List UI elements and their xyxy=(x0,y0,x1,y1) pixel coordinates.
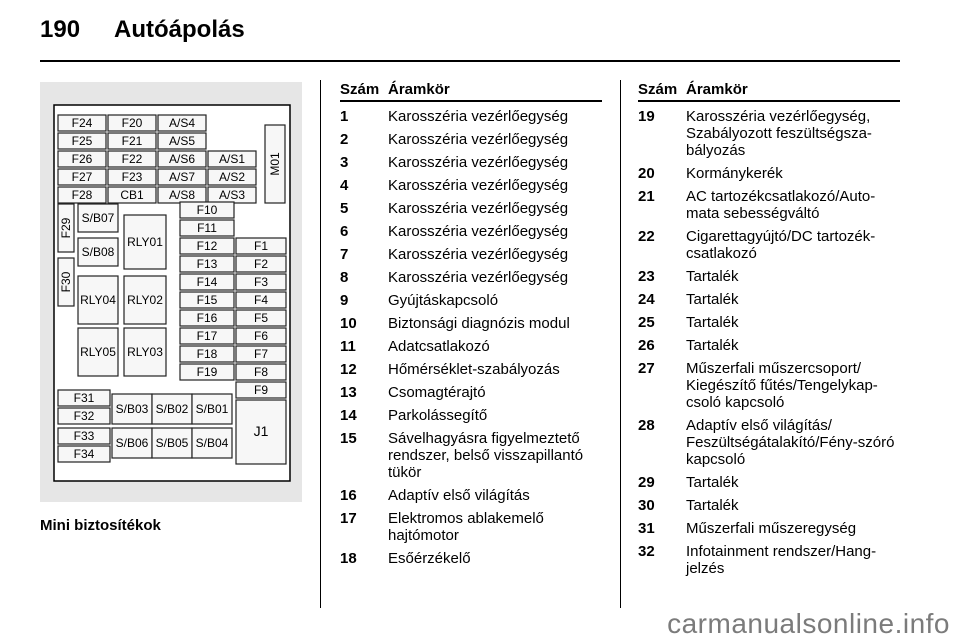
watermark-link[interactable]: carmanualsonline.info xyxy=(667,608,950,639)
table-row xyxy=(638,497,900,514)
table-row xyxy=(340,407,602,424)
circuit-description: Cigarettagyújtó/DC tartozék-csatlakozó xyxy=(686,228,876,262)
fuse-number: 26 xyxy=(638,337,655,354)
table-row xyxy=(340,200,602,217)
fuse-label-rly04: RLY04 xyxy=(80,293,116,307)
fuse-number: 3 xyxy=(340,154,349,171)
table-row xyxy=(638,165,900,182)
circuit-description: Műszerfali műszeregység xyxy=(686,520,857,537)
circuit-description: Műszerfali műszercsoport/ Kiegészítő fűtés/Tengelykap-csoló kapcsoló xyxy=(686,360,878,411)
table-row xyxy=(340,315,602,332)
circuit-description: Karosszéria vezérlőegység xyxy=(388,131,569,148)
column-divider-1 xyxy=(320,80,321,608)
fuse-label-rly03: RLY03 xyxy=(127,345,163,359)
fuse-box-svg xyxy=(40,82,302,502)
header-circuit: Áramkör xyxy=(388,81,450,98)
fuse-number: 18 xyxy=(340,550,357,567)
fuse-label-f27: F27 xyxy=(71,170,93,184)
table-row xyxy=(340,338,602,355)
fuse-number: 23 xyxy=(638,268,655,285)
fuse-number: 2 xyxy=(340,131,349,148)
fuse-number: 30 xyxy=(638,497,655,514)
fuse-label-as7: A/S7 xyxy=(168,170,196,184)
table-row xyxy=(638,108,900,159)
fuse-number: 9 xyxy=(340,292,349,309)
fuse-number: 5 xyxy=(340,200,349,217)
fuse-label-j1: J1 xyxy=(253,423,269,439)
fuse-number: 24 xyxy=(638,291,655,308)
circuit-description: Tartalék xyxy=(686,314,739,331)
fuse-label-f23: F23 xyxy=(121,170,143,184)
fuse-number: 6 xyxy=(340,223,349,240)
circuit-description: Sávelhagyásra figyelmeztető rendszer, belső visszapillantó tükör xyxy=(388,430,584,481)
fuse-number: 4 xyxy=(340,177,349,194)
fuse-label-f5: F5 xyxy=(253,311,269,325)
fuse-label-as8: A/S8 xyxy=(168,188,196,202)
circuit-description: Karosszéria vezérlőegység xyxy=(388,269,569,286)
table-row xyxy=(340,108,602,125)
fuse-label-f29: F29 xyxy=(59,217,73,239)
page-number: 190 xyxy=(40,16,81,43)
circuit-description: Adatcsatlakozó xyxy=(388,338,490,355)
table-row xyxy=(340,223,602,240)
fuse-number: 12 xyxy=(340,361,357,378)
fuse-label-f28: F28 xyxy=(71,188,93,202)
fuse-label-f2: F2 xyxy=(253,257,269,271)
circuit-description: Parkolássegítő xyxy=(388,407,488,424)
fuse-label-f19: F19 xyxy=(196,365,218,379)
table-header xyxy=(638,80,900,102)
fuse-label-as1: A/S1 xyxy=(218,152,246,166)
fuse-label-sb03: S/B03 xyxy=(115,402,149,416)
fuse-label-f10: F10 xyxy=(196,203,218,217)
circuit-description: Biztonsági diagnózis modul xyxy=(388,315,570,332)
fuse-label-as6: A/S6 xyxy=(168,152,196,166)
circuit-description: Karosszéria vezérlőegység xyxy=(388,108,569,125)
table-row xyxy=(638,417,900,468)
fuse-label-f30: F30 xyxy=(59,271,73,293)
fuse-table-2 xyxy=(638,80,900,577)
table-row xyxy=(638,228,900,262)
circuit-description: Csomagtérajtó xyxy=(388,384,486,401)
fuse-label-f31: F31 xyxy=(73,391,95,405)
fuse-number: 10 xyxy=(340,315,357,332)
circuit-description: Infotainment rendszer/Hang-jelzés xyxy=(686,543,877,577)
table-row xyxy=(340,361,602,378)
fuse-number: 31 xyxy=(638,520,655,537)
fuse-label-rly01: RLY01 xyxy=(127,235,163,249)
circuit-description: Tartalék xyxy=(686,497,739,514)
fuse-label-f1: F1 xyxy=(253,239,269,253)
header-number: Szám xyxy=(638,81,678,98)
circuit-description: Tartalék xyxy=(686,291,739,308)
table-row xyxy=(638,268,900,285)
circuit-description: Karosszéria vezérlőegység xyxy=(388,154,569,171)
fuse-label-f14: F14 xyxy=(196,275,218,289)
circuit-description: Kormánykerék xyxy=(686,165,783,182)
fuse-number: 14 xyxy=(340,407,357,424)
fuse-label-f26: F26 xyxy=(71,152,93,166)
circuit-description: Karosszéria vezérlőegység xyxy=(388,200,569,217)
fuse-number: 7 xyxy=(340,246,349,263)
table-row xyxy=(340,510,602,544)
table-row xyxy=(340,246,602,263)
fuse-label-sb07: S/B07 xyxy=(81,211,115,225)
circuit-description: Karosszéria vezérlőegység xyxy=(388,177,569,194)
circuit-description: Hőmérséklet-szabályozás xyxy=(388,361,560,378)
fuse-label-sb06: S/B06 xyxy=(115,436,149,450)
circuit-description: AC tartozékcsatlakozó/Auto-mata sebességváltó xyxy=(686,188,876,222)
fuse-number: 21 xyxy=(638,188,655,205)
fuse-number: 28 xyxy=(638,417,655,434)
fuse-label-f4: F4 xyxy=(253,293,269,307)
fuse-label-as3: A/S3 xyxy=(218,188,246,202)
fuse-label-m01: M01 xyxy=(268,152,282,176)
fuse-label-f21: F21 xyxy=(121,134,143,148)
fuse-label-sb02: S/B02 xyxy=(155,402,189,416)
figure-caption: Mini biztosítékok xyxy=(40,517,161,534)
fuse-label-as5: A/S5 xyxy=(168,134,196,148)
header-rule xyxy=(40,60,900,62)
fuse-label-sb05: S/B05 xyxy=(155,436,189,450)
fuse-label-sb01: S/B01 xyxy=(195,402,229,416)
fuse-label-sb08: S/B08 xyxy=(81,245,115,259)
fuse-number: 8 xyxy=(340,269,349,286)
circuit-description: Esőérzékelő xyxy=(388,550,471,567)
fuse-label-f18: F18 xyxy=(196,347,218,361)
table-row xyxy=(638,360,900,411)
fuse-label-f33: F33 xyxy=(73,429,95,443)
fuse-number: 11 xyxy=(340,338,356,355)
fuse-number: 27 xyxy=(638,360,655,377)
fuse-label-f24: F24 xyxy=(71,116,93,130)
table-row xyxy=(340,487,602,504)
fuse-label-f3: F3 xyxy=(253,275,269,289)
table-row xyxy=(340,177,602,194)
table-row xyxy=(340,550,602,567)
table-row xyxy=(340,292,602,309)
circuit-description: Tartalék xyxy=(686,337,739,354)
circuit-description: Tartalék xyxy=(686,268,739,285)
fuse-label-f12: F12 xyxy=(196,239,218,253)
fuse-label-f6: F6 xyxy=(253,329,269,343)
table-row xyxy=(638,474,900,491)
fuse-label-sb04: S/B04 xyxy=(195,436,229,450)
fuse-label-as4: A/S4 xyxy=(168,116,196,130)
table-header xyxy=(340,80,602,102)
header-number: Szám xyxy=(340,81,380,98)
circuit-description: Tartalék xyxy=(686,474,739,491)
fuse-label-f8: F8 xyxy=(253,365,269,379)
fuse-box-diagram xyxy=(40,82,302,502)
fuse-label-f32: F32 xyxy=(73,409,95,423)
fuse-number: 16 xyxy=(340,487,357,504)
fuse-label-f15: F15 xyxy=(196,293,218,307)
header-circuit: Áramkör xyxy=(686,81,748,98)
fuse-label-f11: F11 xyxy=(197,221,217,235)
table-row xyxy=(638,314,900,331)
fuse-label-f34: F34 xyxy=(73,447,95,461)
fuse-number: 17 xyxy=(340,510,357,527)
fuse-label-f20: F20 xyxy=(121,116,143,130)
table-row xyxy=(340,384,602,401)
fuse-label-rly05: RLY05 xyxy=(80,345,116,359)
column-divider-2 xyxy=(620,80,621,608)
fuse-number: 19 xyxy=(638,108,655,125)
fuse-number: 20 xyxy=(638,165,655,182)
circuit-description: Gyújtáskapcsoló xyxy=(388,292,499,309)
fuse-table-1 xyxy=(340,80,602,567)
fuse-label-f13: F13 xyxy=(196,257,218,271)
fuse-label-f25: F25 xyxy=(71,134,93,148)
fuse-label-f17: F17 xyxy=(196,329,218,343)
table-row xyxy=(340,154,602,171)
circuit-description: Karosszéria vezérlőegység, Szabályozott feszültségsza-bályozás xyxy=(686,108,872,159)
circuit-description: Adaptív első világítás xyxy=(388,487,530,504)
circuit-description: Adaptív első világítás/ Feszültségátalakító/Fény-szóró kapcsoló xyxy=(686,417,895,468)
circuit-description: Karosszéria vezérlőegység xyxy=(388,246,569,263)
circuit-description: Karosszéria vezérlőegység xyxy=(388,223,569,240)
table-row xyxy=(638,188,900,222)
fuse-number: 22 xyxy=(638,228,655,245)
fuse-number: 32 xyxy=(638,543,655,560)
table-row xyxy=(340,430,602,481)
table-row xyxy=(638,520,900,537)
fuse-number: 29 xyxy=(638,474,655,491)
fuse-number: 25 xyxy=(638,314,655,331)
table-row xyxy=(638,543,900,577)
fuse-label-f16: F16 xyxy=(196,311,218,325)
table-row xyxy=(638,337,900,354)
fuse-label-f22: F22 xyxy=(121,152,143,166)
table-row xyxy=(340,269,602,286)
fuse-label-rly02: RLY02 xyxy=(127,293,163,307)
fuse-number: 13 xyxy=(340,384,357,401)
fuse-label-cb1: CB1 xyxy=(120,188,144,202)
table-row xyxy=(340,131,602,148)
fuse-label-as2: A/S2 xyxy=(218,170,246,184)
fuse-number: 15 xyxy=(340,430,357,447)
fuse-label-f7: F7 xyxy=(253,347,269,361)
fuse-number: 1 xyxy=(340,108,349,125)
fuse-label-f9: F9 xyxy=(253,383,269,397)
table-row xyxy=(638,291,900,308)
circuit-description: Elektromos ablakemelő hajtómotor xyxy=(388,510,544,544)
page-title: Autóápolás xyxy=(114,16,245,43)
